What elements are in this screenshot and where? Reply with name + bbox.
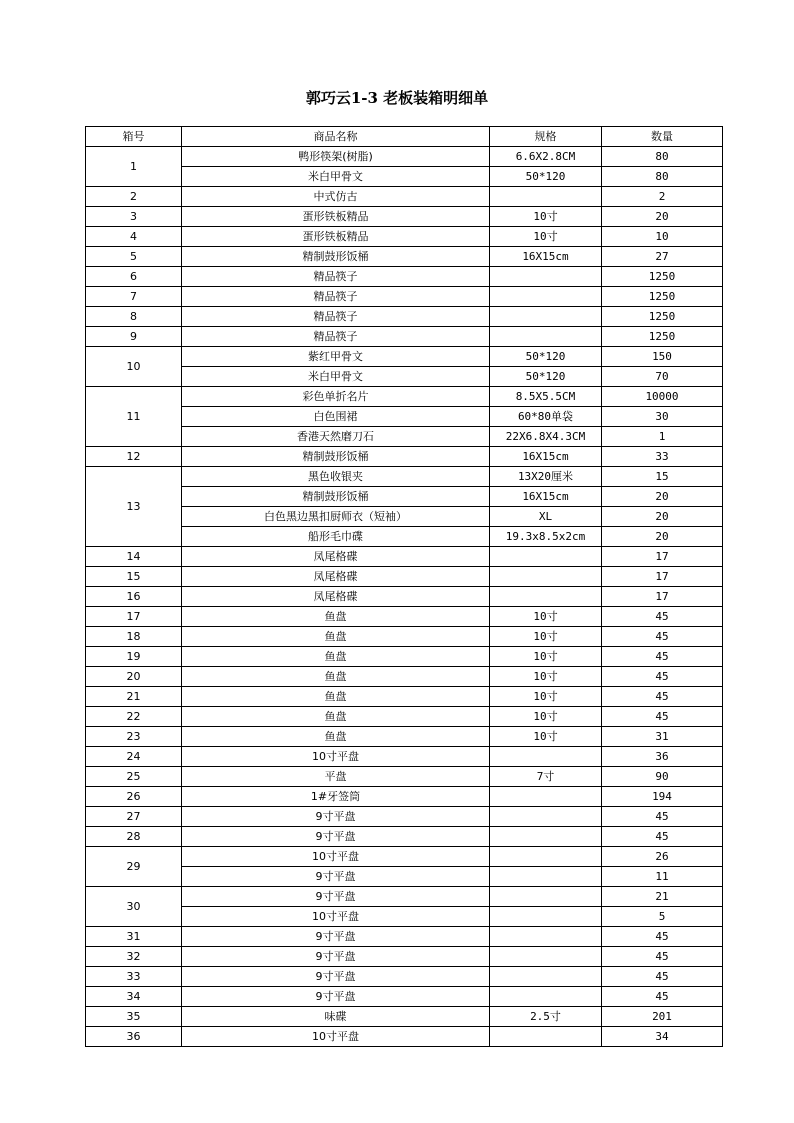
spec-cell: 10寸 (490, 647, 602, 667)
table-row (86, 367, 723, 387)
table-row (86, 387, 723, 407)
spec-cell (490, 187, 602, 207)
quantity-cell: 10 (602, 227, 723, 247)
box-number-cell: 23 (86, 727, 182, 747)
product-name-cell: 蛋形铁板精品 (182, 227, 490, 247)
spec-cell (490, 887, 602, 907)
table-row (86, 827, 723, 847)
product-name-cell: 精品筷子 (182, 267, 490, 287)
spec-cell (490, 867, 602, 887)
box-number-cell: 22 (86, 707, 182, 727)
box-number-cell: 25 (86, 767, 182, 787)
box-number-cell: 3 (86, 207, 182, 227)
spec-cell (490, 787, 602, 807)
spec-cell: 50*120 (490, 367, 602, 387)
box-number-cell: 26 (86, 787, 182, 807)
header-box-number: 箱号 (86, 127, 182, 147)
product-name-cell: 鱼盘 (182, 707, 490, 727)
box-number-cell: 24 (86, 747, 182, 767)
spec-cell (490, 567, 602, 587)
spec-cell: 8.5X5.5CM (490, 387, 602, 407)
product-name-cell: 鱼盘 (182, 607, 490, 627)
spec-cell: 6.6X2.8CM (490, 147, 602, 167)
product-name-cell: 凤尾格碟 (182, 587, 490, 607)
box-number-cell: 31 (86, 927, 182, 947)
spec-cell (490, 807, 602, 827)
table-row (86, 207, 723, 227)
spec-cell (490, 587, 602, 607)
product-name-cell: 10寸平盘 (182, 907, 490, 927)
table-row (86, 847, 723, 867)
product-name-cell: 香港天然磨刀石 (182, 427, 490, 447)
quantity-cell: 20 (602, 507, 723, 527)
quantity-cell: 1250 (602, 267, 723, 287)
spec-cell: XL (490, 507, 602, 527)
product-name-cell: 平盘 (182, 767, 490, 787)
product-name-cell: 船形毛巾碟 (182, 527, 490, 547)
quantity-cell: 10000 (602, 387, 723, 407)
spec-cell: 10寸 (490, 207, 602, 227)
spec-cell: 16X15cm (490, 487, 602, 507)
box-number-cell: 28 (86, 827, 182, 847)
table-row (86, 787, 723, 807)
product-name-cell: 精制鼓形饭桶 (182, 447, 490, 467)
table-row (86, 1007, 723, 1027)
spec-cell: 10寸 (490, 707, 602, 727)
packing-list-table (85, 126, 723, 1047)
spec-cell (490, 827, 602, 847)
quantity-cell: 45 (602, 627, 723, 647)
header-product-name: 商品名称 (182, 127, 490, 147)
product-name-cell: 9寸平盘 (182, 827, 490, 847)
table-row (86, 227, 723, 247)
product-name-cell: 10寸平盘 (182, 747, 490, 767)
table-row (86, 567, 723, 587)
product-name-cell: 味碟 (182, 1007, 490, 1027)
spec-cell (490, 847, 602, 867)
table-row (86, 647, 723, 667)
spec-cell (490, 287, 602, 307)
box-number-cell: 21 (86, 687, 182, 707)
quantity-cell: 1250 (602, 327, 723, 347)
quantity-cell: 17 (602, 547, 723, 567)
product-name-cell: 精品筷子 (182, 327, 490, 347)
product-name-cell: 10寸平盘 (182, 1027, 490, 1047)
table-row (86, 407, 723, 427)
quantity-cell: 90 (602, 767, 723, 787)
table-row (86, 927, 723, 947)
table-row (86, 307, 723, 327)
quantity-cell: 45 (602, 667, 723, 687)
table-row (86, 507, 723, 527)
product-name-cell: 精制鼓形饭桶 (182, 247, 490, 267)
spec-cell: 2.5寸 (490, 1007, 602, 1027)
quantity-cell: 36 (602, 747, 723, 767)
table-row (86, 887, 723, 907)
spec-cell: 7寸 (490, 767, 602, 787)
box-number-cell: 14 (86, 547, 182, 567)
product-name-cell: 9寸平盘 (182, 867, 490, 887)
quantity-cell: 45 (602, 827, 723, 847)
box-number-cell: 8 (86, 307, 182, 327)
quantity-cell: 20 (602, 207, 723, 227)
spec-cell (490, 747, 602, 767)
spec-cell: 13X20厘米 (490, 467, 602, 487)
product-name-cell: 米白甲骨文 (182, 167, 490, 187)
box-number-cell: 20 (86, 667, 182, 687)
box-number-cell: 27 (86, 807, 182, 827)
box-number-cell: 29 (86, 847, 182, 887)
table-row (86, 1027, 723, 1047)
spec-cell (490, 327, 602, 347)
spec-cell: 10寸 (490, 227, 602, 247)
quantity-cell: 20 (602, 527, 723, 547)
spec-cell: 19.3x8.5x2cm (490, 527, 602, 547)
spec-cell: 10寸 (490, 627, 602, 647)
quantity-cell: 70 (602, 367, 723, 387)
document-title: 郭巧云1-3 老板装箱明细单 (305, 89, 489, 107)
box-number-cell: 10 (86, 347, 182, 387)
product-name-cell: 中式仿古 (182, 187, 490, 207)
table-row (86, 187, 723, 207)
quantity-cell: 45 (602, 647, 723, 667)
box-number-cell: 9 (86, 327, 182, 347)
table-row (86, 627, 723, 647)
product-name-cell: 蛋形铁板精品 (182, 207, 490, 227)
product-name-cell: 精品筷子 (182, 307, 490, 327)
box-number-cell: 35 (86, 1007, 182, 1027)
spec-cell: 60*80单袋 (490, 407, 602, 427)
product-name-cell: 9寸平盘 (182, 947, 490, 967)
table-row (86, 167, 723, 187)
product-name-cell: 黑色收银夹 (182, 467, 490, 487)
table-row (86, 727, 723, 747)
product-name-cell: 9寸平盘 (182, 887, 490, 907)
quantity-cell: 1250 (602, 307, 723, 327)
spec-cell: 10寸 (490, 727, 602, 747)
quantity-cell: 45 (602, 807, 723, 827)
box-number-cell: 16 (86, 587, 182, 607)
box-number-cell: 12 (86, 447, 182, 467)
box-number-cell: 19 (86, 647, 182, 667)
table-row (86, 907, 723, 927)
table-row (86, 267, 723, 287)
box-number-cell: 34 (86, 987, 182, 1007)
table-row (86, 247, 723, 267)
spec-cell: 10寸 (490, 687, 602, 707)
quantity-cell: 2 (602, 187, 723, 207)
spec-cell (490, 307, 602, 327)
product-name-cell: 鸭形筷架(树脂) (182, 147, 490, 167)
box-number-cell: 33 (86, 967, 182, 987)
table-row (86, 947, 723, 967)
product-name-cell: 鱼盘 (182, 667, 490, 687)
table-row (86, 547, 723, 567)
quantity-cell: 45 (602, 987, 723, 1007)
table-row (86, 987, 723, 1007)
product-name-cell: 白色围裙 (182, 407, 490, 427)
table-row (86, 607, 723, 627)
table-row (86, 147, 723, 167)
spec-cell (490, 907, 602, 927)
spec-cell (490, 967, 602, 987)
quantity-cell: 31 (602, 727, 723, 747)
product-name-cell: 鱼盘 (182, 627, 490, 647)
quantity-cell: 30 (602, 407, 723, 427)
box-number-cell: 1 (86, 147, 182, 187)
quantity-cell: 201 (602, 1007, 723, 1027)
box-number-cell: 36 (86, 1027, 182, 1047)
table-row (86, 527, 723, 547)
quantity-cell: 33 (602, 447, 723, 467)
product-name-cell: 白色黑边黑扣厨师衣（短袖） (182, 507, 490, 527)
quantity-cell: 21 (602, 887, 723, 907)
spec-cell: 10寸 (490, 607, 602, 627)
box-number-cell: 6 (86, 267, 182, 287)
quantity-cell: 194 (602, 787, 723, 807)
product-name-cell: 9寸平盘 (182, 967, 490, 987)
box-number-cell: 15 (86, 567, 182, 587)
product-name-cell: 精品筷子 (182, 287, 490, 307)
product-name-cell: 凤尾格碟 (182, 547, 490, 567)
box-number-cell: 5 (86, 247, 182, 267)
quantity-cell: 150 (602, 347, 723, 367)
table-row (86, 487, 723, 507)
table-row (86, 687, 723, 707)
table-row (86, 467, 723, 487)
product-name-cell: 紫红甲骨文 (182, 347, 490, 367)
table-row (86, 707, 723, 727)
box-number-cell: 18 (86, 627, 182, 647)
product-name-cell: 凤尾格碟 (182, 567, 490, 587)
table-row (86, 587, 723, 607)
product-name-cell: 10寸平盘 (182, 847, 490, 867)
product-name-cell: 1#牙签筒 (182, 787, 490, 807)
quantity-cell: 15 (602, 467, 723, 487)
table-body (86, 147, 723, 1047)
spec-cell: 16X15cm (490, 447, 602, 467)
quantity-cell: 34 (602, 1027, 723, 1047)
spec-cell (490, 947, 602, 967)
product-name-cell: 9寸平盘 (182, 927, 490, 947)
quantity-cell: 45 (602, 707, 723, 727)
quantity-cell: 11 (602, 867, 723, 887)
spec-cell (490, 267, 602, 287)
quantity-cell: 45 (602, 947, 723, 967)
table-row (86, 427, 723, 447)
quantity-cell: 45 (602, 927, 723, 947)
quantity-cell: 80 (602, 167, 723, 187)
header-quantity: 数量 (602, 127, 723, 147)
table-row (86, 287, 723, 307)
product-name-cell: 9寸平盘 (182, 987, 490, 1007)
quantity-cell: 45 (602, 967, 723, 987)
quantity-cell: 5 (602, 907, 723, 927)
table-row (86, 447, 723, 467)
box-number-cell: 30 (86, 887, 182, 927)
header-spec: 规格 (490, 127, 602, 147)
product-name-cell: 9寸平盘 (182, 807, 490, 827)
table-row (86, 747, 723, 767)
product-name-cell: 精制鼓形饭桶 (182, 487, 490, 507)
table-row (86, 867, 723, 887)
quantity-cell: 1250 (602, 287, 723, 307)
spec-cell: 22X6.8X4.3CM (490, 427, 602, 447)
quantity-cell: 26 (602, 847, 723, 867)
table-row (86, 667, 723, 687)
quantity-cell: 45 (602, 687, 723, 707)
quantity-cell: 27 (602, 247, 723, 267)
box-number-cell: 17 (86, 607, 182, 627)
quantity-cell: 80 (602, 147, 723, 167)
table-header-row (86, 127, 723, 147)
box-number-cell: 13 (86, 467, 182, 547)
box-number-cell: 7 (86, 287, 182, 307)
table-row (86, 807, 723, 827)
product-name-cell: 鱼盘 (182, 647, 490, 667)
spec-cell: 50*120 (490, 347, 602, 367)
spec-cell (490, 987, 602, 1007)
spec-cell: 50*120 (490, 167, 602, 187)
product-name-cell: 鱼盘 (182, 687, 490, 707)
table-row (86, 767, 723, 787)
product-name-cell: 米白甲骨文 (182, 367, 490, 387)
box-number-cell: 2 (86, 187, 182, 207)
table-row (86, 967, 723, 987)
quantity-cell: 17 (602, 587, 723, 607)
box-number-cell: 11 (86, 387, 182, 447)
box-number-cell: 32 (86, 947, 182, 967)
table-row (86, 327, 723, 347)
spec-cell: 10寸 (490, 667, 602, 687)
spec-cell (490, 927, 602, 947)
spec-cell (490, 1027, 602, 1047)
table-row (86, 347, 723, 367)
product-name-cell: 彩色单折名片 (182, 387, 490, 407)
quantity-cell: 45 (602, 607, 723, 627)
quantity-cell: 20 (602, 487, 723, 507)
spec-cell (490, 547, 602, 567)
quantity-cell: 17 (602, 567, 723, 587)
box-number-cell: 4 (86, 227, 182, 247)
spec-cell: 16X15cm (490, 247, 602, 267)
product-name-cell: 鱼盘 (182, 727, 490, 747)
quantity-cell: 1 (602, 427, 723, 447)
